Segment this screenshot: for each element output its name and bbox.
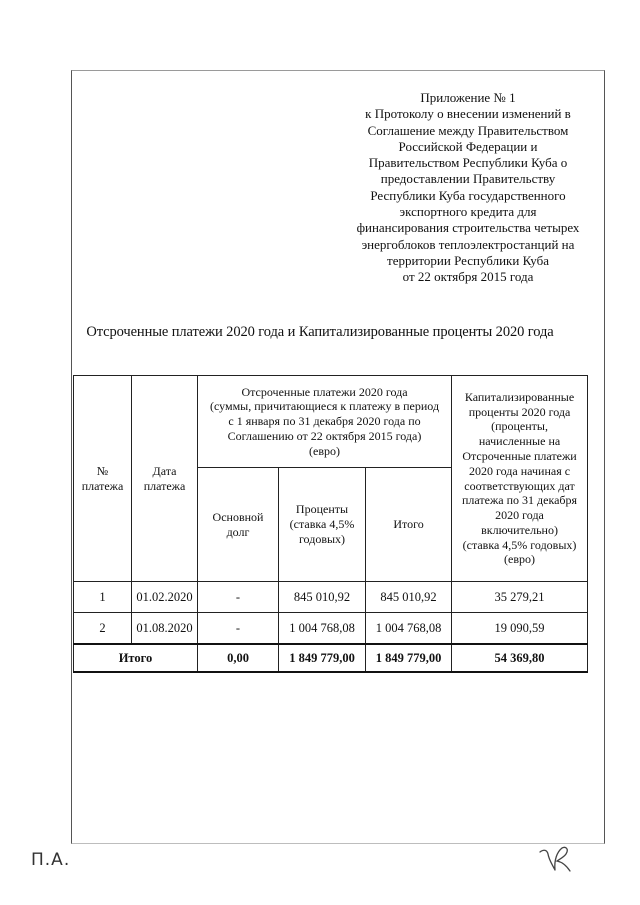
- appendix-line: Приложение № 1: [420, 90, 516, 105]
- totals-capitalized: 54 369,80: [452, 644, 588, 672]
- table-row: [74, 613, 588, 645]
- header-deferred-payments: Отсроченные платежи 2020 года (суммы, причитающиеся к платежу в период с 1 января по 31 декабря 2020 года по Соглашению от 22 октября 2015 года) (евро): [198, 376, 452, 468]
- cell-total: 1 004 768,08: [366, 613, 452, 645]
- appendix-line: Республики Куба государственного: [370, 187, 566, 203]
- appendix-line: энергоблоков теплоэлектростанций на: [361, 236, 575, 252]
- cell-date: 01.02.2020: [132, 582, 198, 613]
- totals-total: 1 849 779,00: [366, 644, 452, 672]
- header-total: Итого: [366, 468, 452, 582]
- cell-total: 845 010,92: [366, 582, 452, 613]
- totals-label: Итого: [74, 644, 198, 672]
- table-row: [74, 582, 588, 613]
- signature-mark: [536, 840, 576, 880]
- appendix-line: предоставлении Правительству: [380, 171, 556, 187]
- cell-principal: -: [198, 582, 279, 613]
- appendix-line: экспортного кредита для: [399, 204, 537, 220]
- header-capitalized-interest: Капитализированные проценты 2020 года (проценты, начисленные на Отсроченные платежи 2020 года начиная с соответствующих дат платежа по 31 декабря 2020 года включительно) (ставка 4,5% годовых) (евро): [452, 376, 588, 582]
- header-interest: Проценты (ставка 4,5% годовых): [279, 468, 366, 582]
- header-payment-date: Дата платежа: [132, 376, 198, 582]
- document-title: Отсроченные платежи 2020 года и Капитализированные проценты 2020 года: [86, 324, 554, 340]
- header-principal: Основной долг: [198, 468, 279, 582]
- cell-capitalized: 19 090,59: [452, 613, 588, 645]
- appendix-line: от 22 октября 2015 года: [402, 269, 534, 285]
- appendix-line: территории Республики Куба: [387, 252, 549, 268]
- appendix-line: Соглашение между Правительством: [367, 122, 569, 138]
- cell-interest: 845 010,92: [279, 582, 366, 613]
- appendix-line: Правительством Республики Куба о: [368, 155, 568, 171]
- handwritten-initials: П.А.: [31, 850, 71, 870]
- cell-capitalized: 35 279,21: [452, 582, 588, 613]
- appendix-line: финансирования строительства четырех: [356, 220, 580, 236]
- cell-number: 2: [74, 613, 132, 645]
- cell-date: 01.08.2020: [132, 613, 198, 645]
- cell-number: 1: [74, 582, 132, 613]
- cell-principal: -: [198, 613, 279, 645]
- appendix-note: [338, 90, 598, 286]
- cell-interest: 1 004 768,08: [279, 613, 366, 645]
- header-row: [74, 376, 588, 468]
- totals-row: [74, 644, 588, 672]
- appendix-line: Российской Федерации и: [398, 138, 538, 154]
- header-payment-number: № платежа: [74, 376, 132, 582]
- totals-interest: 1 849 779,00: [279, 644, 366, 672]
- totals-principal: 0,00: [198, 644, 279, 672]
- appendix-line: к Протоколу о внесении изменений в: [365, 106, 571, 122]
- payments-table: [73, 375, 588, 673]
